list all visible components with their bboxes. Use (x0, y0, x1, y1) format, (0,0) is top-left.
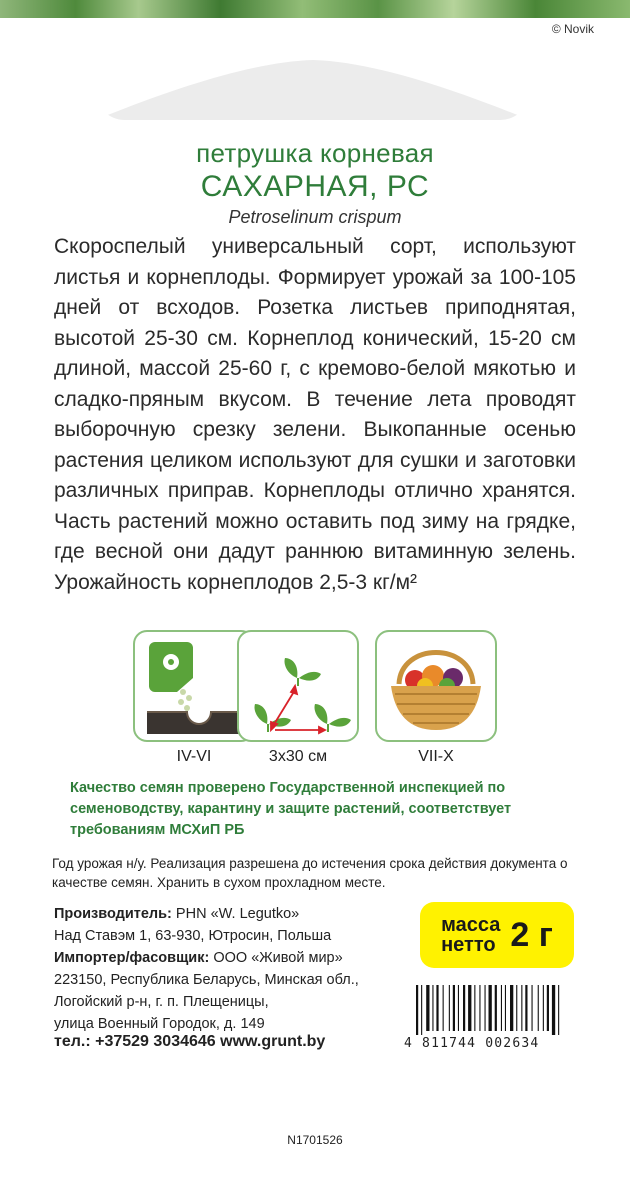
barcode-bar (538, 985, 539, 1031)
variety-name: САХАРНАЯ, РС (200, 170, 430, 203)
mass-label-2: нетто (441, 934, 496, 956)
barcode-bar (474, 985, 475, 1031)
mass-value: 2 г (510, 915, 553, 954)
manufacturer-label: Производитель: (54, 906, 172, 922)
sowing-icon (135, 632, 253, 740)
planting-scheme-icon (239, 632, 357, 740)
barcode-bar (453, 985, 455, 1031)
importer-label: Импортер/фасовщик: (54, 950, 210, 966)
barcode-bar (532, 985, 533, 1031)
top-leaf-strip (0, 0, 630, 18)
barcode-bar (510, 985, 513, 1031)
importer-address-1: 223150, Республика Беларусь, Минская обл., (54, 972, 359, 988)
barcode-bar (547, 985, 549, 1031)
barcode-bar (416, 985, 418, 1035)
barcode-bar (443, 985, 444, 1031)
barcode-digits: 4 811744 002634 (404, 1036, 540, 1051)
barcode-bar (479, 985, 480, 1031)
barcode-bar (468, 985, 471, 1031)
quality-statement: Качество семян проверено Государственной инспекцией по семеноводству, карантину и защите растений, соответствует требованиям МСХиП РБ (70, 780, 512, 838)
barcode-bar (463, 985, 465, 1031)
barcode-bar (495, 985, 497, 1031)
barcode-bar (501, 985, 502, 1031)
barcode-bar (458, 985, 459, 1031)
barcode-bar (426, 985, 429, 1031)
barcode-bar (489, 985, 492, 1031)
barcode-bar (449, 985, 450, 1031)
product-type: петрушка корневая (196, 138, 434, 168)
barcode-bar (552, 985, 555, 1035)
net-mass-badge (420, 902, 574, 968)
barcode-bar (421, 985, 422, 1035)
harvest-basket-icon (377, 632, 495, 740)
barcode-bar (485, 985, 486, 1031)
producer-info (54, 903, 404, 1035)
barcode-bar (436, 985, 438, 1031)
harvest-basket-icon-box (375, 630, 497, 742)
barcode-bar (521, 985, 522, 1031)
batch-code: N1701526 (287, 1133, 343, 1147)
sowing-caption: IV-VI (176, 748, 212, 765)
barcode-bar (543, 985, 544, 1031)
manufacturer-name: PHN «W. Legutko» (175, 906, 300, 922)
importer-address-2: Логойский р-н, г. п. Плещеницы, (54, 994, 269, 1010)
barcode-bar (516, 985, 517, 1031)
storage-note: Год урожая н/у. Реализация разрешена до истечения срока действия документа о качестве семян. Хранить в сухом прохладном месте. (52, 856, 568, 890)
contacts: тел.: +37529 3034646 www.grunt.by (54, 1033, 326, 1050)
copyright: © Novik (551, 22, 594, 36)
barcode-bar (505, 985, 506, 1031)
barcode (414, 985, 574, 1035)
barcode-bar (558, 985, 559, 1035)
importer-name: ООО «Живой мир» (213, 950, 343, 966)
manufacturer-line (54, 903, 404, 925)
importer-address-3: улица Военный Городок, д. 149 (54, 1016, 265, 1032)
label-plate (95, 58, 530, 120)
mass-label-1: масса (441, 914, 501, 936)
barcode-bar (432, 985, 433, 1031)
harvest-caption: VII-X (418, 748, 454, 765)
manufacturer-address: Над Ставэм 1, 63-930, Ютросин, Польша (54, 928, 332, 944)
barcode-bar (525, 985, 527, 1031)
description: Скороспелый универсальный сорт, используют листья и корнеплоды. Формирует урожай за 100-105 дней от всходов. Розетка листьев приподнятая, высотой 25-30 см. Корнеплод конический, 15-20 см длиной, массой 25-60 г, с кремово-белой мякотью и сладко-пряным вкусом. В течение лета проводят выборочную срезку зелени. Выкопанные осенью растения целиком используют для сушки и заготовки различных приправ. Корнеплоды отлично хранятся. Часть растений можно оставить под зиму на грядке, где весной они дадут раннюю витаминную зелень. Урожайность корнеплодов 2,5-3 кг/м² (54, 235, 576, 594)
planting-scheme-caption: 3x30 см (268, 748, 328, 765)
importer-line (54, 947, 404, 969)
latin-name: Petroselinum crispum (228, 207, 402, 227)
planting-scheme-icon-box (237, 630, 359, 742)
